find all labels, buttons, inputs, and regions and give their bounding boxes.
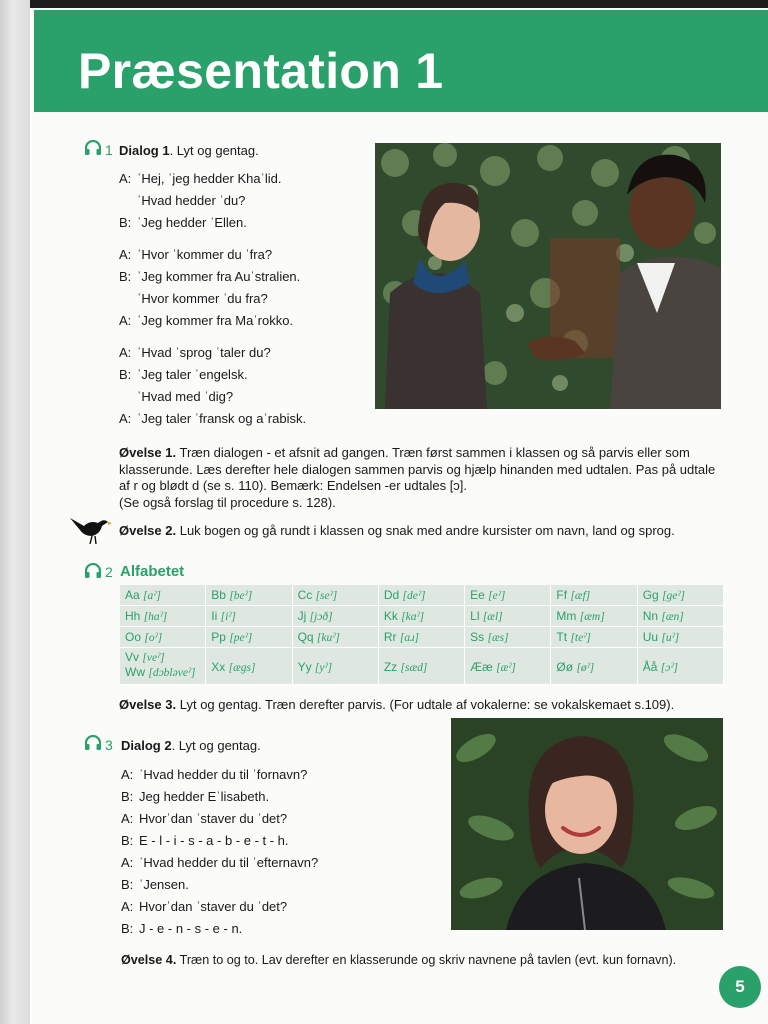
dialog-line: ˈJensen.	[139, 877, 189, 892]
alphabet-cell: Jj [jɔð]	[293, 606, 379, 627]
dialog-line: Hvorˈdan ˈstaver du ˈdet?	[139, 899, 288, 914]
alphabet-cell: Xx [ægs]	[206, 648, 292, 685]
alphabet-cell: Zz [sæd]	[379, 648, 465, 685]
exercise-3-text: Lyt og gentag. Træn derefter parvis. (For udtale af vokalerne: se vokalskemaet s.109).	[176, 697, 675, 712]
alphabet-cell: Ee [eˀ]	[465, 585, 551, 606]
exercise-1	[119, 445, 719, 511]
top-strip	[30, 0, 768, 8]
alphabet-cell: Ææ [æˀ]	[465, 648, 551, 685]
speaker: B:	[119, 215, 132, 230]
alphabet-cell: Uu [uˀ]	[638, 627, 724, 648]
exercise-4-text: Træn to og to. Lav derefter en klasserunde og skriv navnene på tavlen (evt. kun fornavn).	[176, 953, 677, 967]
exercise-1-note: (Se også forslag til procedure s. 128).	[119, 494, 336, 510]
alphabet-cell: Kk [kɑˀ]	[379, 606, 465, 627]
alphabet-title: Alfabetet	[120, 563, 185, 580]
dialog-line: J - e - n - s - e - n.	[139, 921, 243, 936]
exercise-2-text: Luk bogen og gå rundt i klassen og snak med andre kursister om navn, land og sprog.	[176, 523, 675, 538]
bird-icon	[70, 514, 112, 544]
dialog-2-label: Dialog 2	[121, 738, 172, 753]
alphabet-cell: Cc [seˀ]	[293, 585, 379, 606]
alphabet-cell: Mm [æm]	[551, 606, 637, 627]
speaker: B:	[121, 789, 134, 804]
dialog-line: ˈHvad ˈsprog ˈtaler du?	[137, 345, 271, 360]
page-number: 5	[719, 966, 761, 1008]
alphabet-cell: Gg [geˀ]	[638, 585, 724, 606]
alphabet-cell: Øø [øˀ]	[551, 648, 637, 685]
speaker: B:	[121, 921, 134, 936]
alphabet-cell: Bb [beˀ]	[206, 585, 292, 606]
dialog-line: ˈJeg kommer fra Auˈstralien.	[137, 269, 301, 284]
speaker: A:	[121, 899, 134, 914]
dialog-2-heading	[121, 738, 261, 753]
dialog-line: Hvorˈdan ˈstaver du ˈdet?	[139, 811, 288, 826]
speaker: A:	[121, 767, 134, 782]
dialog-1-heading	[119, 143, 259, 158]
dialog-line: ˈHvad med ˈdig?	[137, 389, 234, 404]
speaker: B:	[119, 269, 132, 284]
alphabet-cell: Ll [æl]	[465, 606, 551, 627]
alphabet-cell: Dd [deˀ]	[379, 585, 465, 606]
dialog-line: ˈHvad hedder ˈdu?	[137, 193, 246, 208]
alphabet-cell: Pp [peˀ]	[206, 627, 292, 648]
alphabet-cell: Åå [ɔˀ]	[638, 648, 724, 685]
speaker: A:	[119, 345, 132, 360]
alphabet-cell: Tt [teˀ]	[551, 627, 637, 648]
headphones-icon	[84, 735, 102, 751]
alphabet-cell: Oo [oˀ]	[120, 627, 206, 648]
alphabet-cell: Qq [kuˀ]	[293, 627, 379, 648]
speaker: A:	[119, 171, 132, 186]
alphabet-cell: Rr [aɹ]	[379, 627, 465, 648]
alphabet-cell: Ii [iˀ]	[206, 606, 292, 627]
alphabet-table	[120, 585, 724, 685]
exercise-4	[121, 952, 721, 969]
section-3-number: 3	[105, 737, 113, 753]
speaker: A:	[121, 811, 134, 826]
photo-woman-portrait	[451, 718, 723, 930]
dialog-2-instruction: . Lyt og gentag.	[171, 738, 261, 753]
speaker: B:	[121, 833, 134, 848]
exercise-2	[119, 523, 729, 540]
dialog-line: ˈHvor ˈkommer du ˈfra?	[137, 247, 273, 262]
dialog-line: E - l - i - s - a - b - e - t - h.	[139, 833, 289, 848]
alphabet-cell: Nn [æn]	[638, 606, 724, 627]
alphabet-cell: Aa [aˀ]	[120, 585, 206, 606]
speaker: B:	[119, 367, 132, 382]
dialog-line: ˈHvad hedder du til ˈfornavn?	[139, 767, 308, 782]
dialog-1-label: Dialog 1	[119, 143, 170, 158]
page-title: Præsentation 1	[78, 43, 444, 99]
speaker: A:	[121, 855, 134, 870]
speaker: A:	[119, 247, 132, 262]
alphabet-cell: Hh [hɑˀ]	[120, 606, 206, 627]
alphabet-cell: Vv [veˀ] Ww [dɔbləveˀ]	[120, 648, 206, 685]
alphabet-cell: Ss [æs]	[465, 627, 551, 648]
dialog-line: ˈJeg hedder ˈEllen.	[137, 215, 247, 230]
speaker: A:	[119, 411, 132, 426]
dialog-line: Jeg hedder Eˈlisabeth.	[139, 789, 270, 804]
exercise-4-label: Øvelse 4.	[121, 953, 177, 967]
exercise-2-label: Øvelse 2.	[119, 523, 177, 538]
dialog-line: ˈJeg kommer fra Maˈrokko.	[137, 313, 294, 328]
dialog-line: ˈJeg taler ˈengelsk.	[137, 367, 248, 382]
speaker: B:	[121, 877, 134, 892]
exercise-1-label: Øvelse 1.	[119, 445, 177, 460]
dialog-line: ˈHvor kommer ˈdu fra?	[137, 291, 268, 306]
headphones-icon	[84, 563, 102, 579]
exercise-1-text: Træn dialogen - et afsnit ad gangen. Træn først sammen i klassen og så parvis eller som klasserunde. Læs derefter hele dialogen sammen parvis og hjælp hinanden med udtalen. Pas på udtale af r og blødt d (se s. 110). Bemærk: Endelsen -er udtales [ɔ].	[119, 445, 716, 493]
dialog-line: ˈJeg taler ˈfransk og aˈrabisk.	[137, 411, 307, 426]
section-2-number: 2	[105, 564, 113, 580]
alphabet-cell: Yy [yˀ]	[293, 648, 379, 685]
alphabet-cell: Ff [æf]	[551, 585, 637, 606]
exercise-3	[119, 697, 729, 714]
dialog-line: ˈHvad hedder du til ˈefternavn?	[139, 855, 319, 870]
dialog-line: ˈHej, ˈjeg hedder Khaˈlid.	[137, 171, 282, 186]
dialog-1-instruction: . Lyt og gentag.	[169, 143, 259, 158]
headphones-icon	[84, 140, 102, 156]
speaker: A:	[119, 313, 132, 328]
book-spine	[0, 0, 32, 1024]
exercise-3-label: Øvelse 3.	[119, 697, 177, 712]
section-1-number: 1	[105, 142, 113, 158]
photo-two-people-talking	[375, 143, 721, 409]
